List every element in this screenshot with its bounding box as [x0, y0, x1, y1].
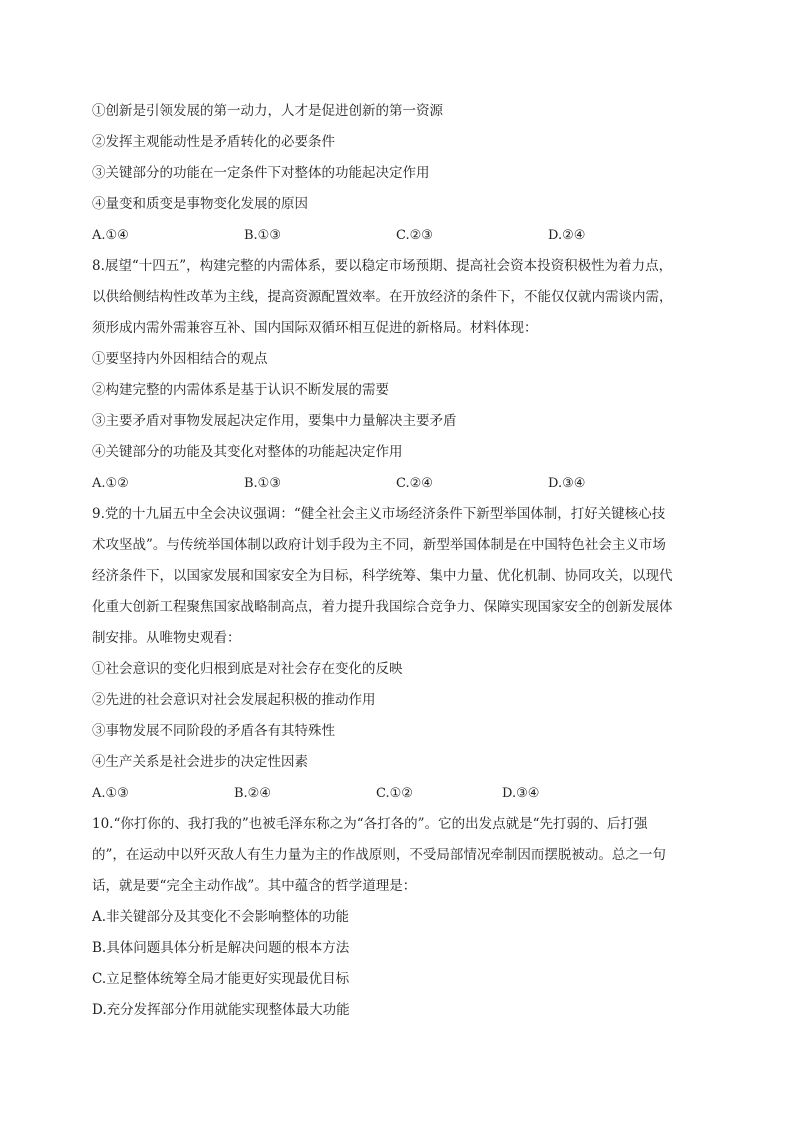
q8-option-2: ②构建完整的内需体系是基于认识不断发展的需要 [92, 382, 389, 398]
q9-stem-line: 制安排。从唯物史观看： [92, 630, 241, 646]
question-9 [92, 499, 702, 809]
q8-choices [92, 468, 702, 499]
q9-stem-line: 经济条件下，以国家发展和国家安全为目标，科学统筹、集中力量、优化机制、协同攻关，以现代 [92, 568, 673, 584]
question-8 [92, 251, 702, 499]
q9-stem-line: 化重大创新工程聚焦国家战略制高点，着力提升我国综合竞争力、保障实现国家安全的创新发展体 [92, 599, 673, 615]
q7-option-1: ①创新是引领发展的第一动力，人才是促进创新的第一资源 [92, 103, 443, 119]
q8-choice-d: D.③④ [548, 476, 586, 491]
q8-choice-b: B.①③ [244, 476, 281, 491]
q10-stem-line: 的”，在运动中以歼灭敌人有生力量为主的作战原则，不受局部情况牵制因而摆脱被动。总之一句 [92, 847, 666, 863]
q8-stem-line: 以供给侧结构性改革为主线，提高资源配置效率。在开放经济的条件下，不能仅仅就内需谈内需， [92, 289, 673, 305]
exam-page [92, 96, 702, 1026]
q7-option-3: ③关键部分的功能在一定条件下对整体的功能起决定作用 [92, 165, 430, 181]
q9-stem-line: 9.党的十九届五中全会决议强调：“健全社会主义市场经济条件下新型举国体制，打好关键核心技 [92, 506, 666, 522]
q10-option-c: C.立足整体统筹全局才能更好实现最优目标 [92, 971, 350, 987]
q9-option-2: ②先进的社会意识对社会发展起积极的推动作用 [92, 692, 376, 708]
q8-choice-a: A.①② [92, 476, 129, 491]
q9-option-4: ④生产关系是社会进步的决定性因素 [92, 754, 308, 770]
q7-choice-d: D.②④ [548, 228, 586, 243]
q7-option-4: ④量变和质变是事物变化发展的原因 [92, 196, 308, 212]
q10-option-d: D.充分发挥部分作用就能实现整体最大功能 [92, 1002, 350, 1018]
q9-option-1: ①社会意识的变化归根到底是对社会存在变化的反映 [92, 661, 403, 677]
q7-choice-c: C.②③ [396, 228, 433, 243]
q9-choice-d: D.③④ [502, 786, 540, 801]
q8-option-4: ④关键部分的功能及其变化对整体的功能起决定作用 [92, 444, 403, 460]
q9-choices [92, 778, 702, 809]
q7-choices [92, 220, 702, 251]
q9-option-3: ③事物发展不同阶段的矛盾各有其特殊性 [92, 723, 335, 739]
q10-option-b: B.具体问题具体分析是解决问题的根本方法 [92, 940, 350, 956]
q7-option-2: ②发挥主观能动性是矛盾转化的必要条件 [92, 134, 335, 150]
q7-choice-b: B.①③ [244, 228, 281, 243]
q7-choice-a: A.①④ [92, 228, 129, 243]
q9-choice-a: A.①③ [92, 786, 129, 801]
question-10 [92, 809, 702, 1026]
q8-option-1: ①要坚持内外因相结合的观点 [92, 351, 268, 367]
q10-option-a: A.非关键部分及其变化不会影响整体的功能 [92, 909, 350, 925]
q8-stem-line: 8.展望“十四五”，构建完整的内需体系，要以稳定市场预期、提高社会资本投资积极性为着力点， [92, 258, 673, 274]
q9-choice-c: C.①② [376, 786, 413, 801]
q10-stem-line: 10.“你打你的、我打我的”也被毛泽东称之为“各打各的”。它的出发点就是“先打弱的、后打强 [92, 816, 648, 832]
q9-stem [92, 499, 702, 654]
q8-option-3: ③主要矛盾对事物发展起决定作用，要集中力量解决主要矛盾 [92, 413, 457, 429]
q10-stem [92, 809, 702, 902]
q8-stem-line: 须形成内需外需兼容互补、国内国际双循环相互促进的新格局。材料体现： [92, 320, 538, 336]
q9-stem-line: 术攻坚战”。与传统举国体制以政府计划手段为主不同，新型举国体制是在中国特色社会主义市场 [92, 537, 666, 553]
q10-stem-line: 话，就是要“完全主动作战”。其中蕴含的哲学道理是： [92, 878, 417, 894]
q8-stem [92, 251, 702, 344]
question-7 [92, 96, 702, 251]
q9-choice-b: B.②④ [234, 786, 271, 801]
q8-choice-c: C.②④ [396, 476, 433, 491]
